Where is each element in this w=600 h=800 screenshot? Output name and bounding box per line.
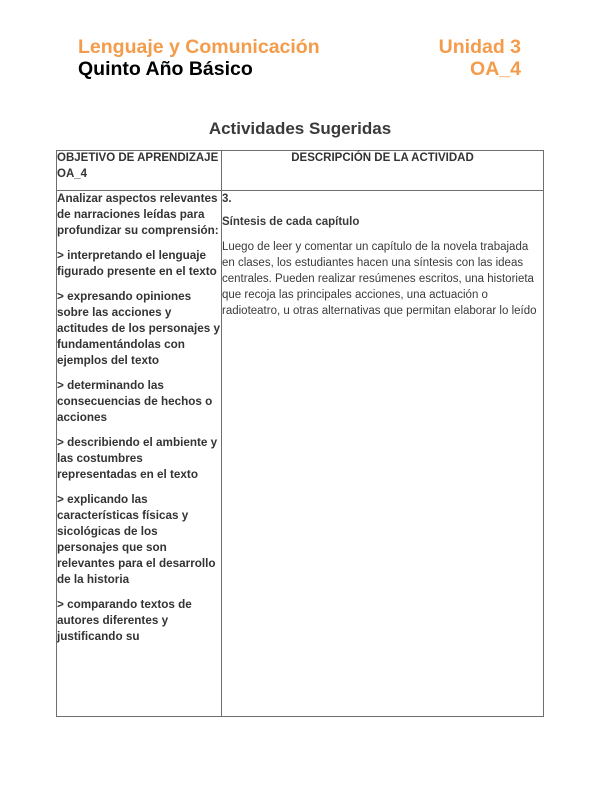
objective-item: > explicando las características físicas y sicológicas de los personajes que son relevantes para el desarrollo de la historia <box>57 493 216 586</box>
unit-label: Unidad 3 <box>438 36 521 58</box>
activity-title: Síntesis de cada capítulo <box>222 216 360 228</box>
header-objective: OBJETIVO DE APRENDIZAJE OA_4 <box>57 151 222 191</box>
document-header-left <box>78 36 320 80</box>
activity-body: Luego de leer y comentar un capítulo de la novela trabajada en clases, los estudiantes hacen una síntesis con las ideas centrales. Pueden realizar resúmenes escritos, una historieta que recoja las principales acciones, una actuación o radioteatro, u otras alternativas que permitan elaborar lo leído <box>222 241 537 317</box>
subject-title: Lenguaje y Comunicación <box>78 36 320 58</box>
objective-intro: Analizar aspectos relevantes de narraciones leídas para profundizar su comprensión: <box>57 192 219 237</box>
objective-code: OA_4 <box>470 58 521 80</box>
objective-item: > comparando textos de autores diferentes y justificando su <box>57 598 192 643</box>
document-header-right <box>439 36 521 80</box>
table-row <box>57 191 544 717</box>
grade-level: Quinto Año Básico <box>78 58 253 80</box>
objective-item: > determinando las consecuencias de hechos o acciones <box>57 379 213 424</box>
activities-table <box>56 150 544 717</box>
header-description: DESCRIPCIÓN DE LA ACTIVIDAD <box>222 151 544 191</box>
activity-number: 3. <box>222 193 232 205</box>
table-header-row <box>57 151 544 191</box>
objective-item: > describiendo el ambiente y las costumbres representadas en el texto <box>57 436 218 481</box>
objective-item: > interpretando el lenguaje figurado presente en el texto <box>57 249 217 278</box>
description-cell <box>222 191 544 717</box>
page-title: Actividades Sugeridas <box>208 119 392 138</box>
objective-cell <box>57 191 222 717</box>
objective-item: > expresando opiniones sobre las acciones y actitudes de los personajes y fundamentándolas con ejemplos del texto <box>57 290 221 367</box>
